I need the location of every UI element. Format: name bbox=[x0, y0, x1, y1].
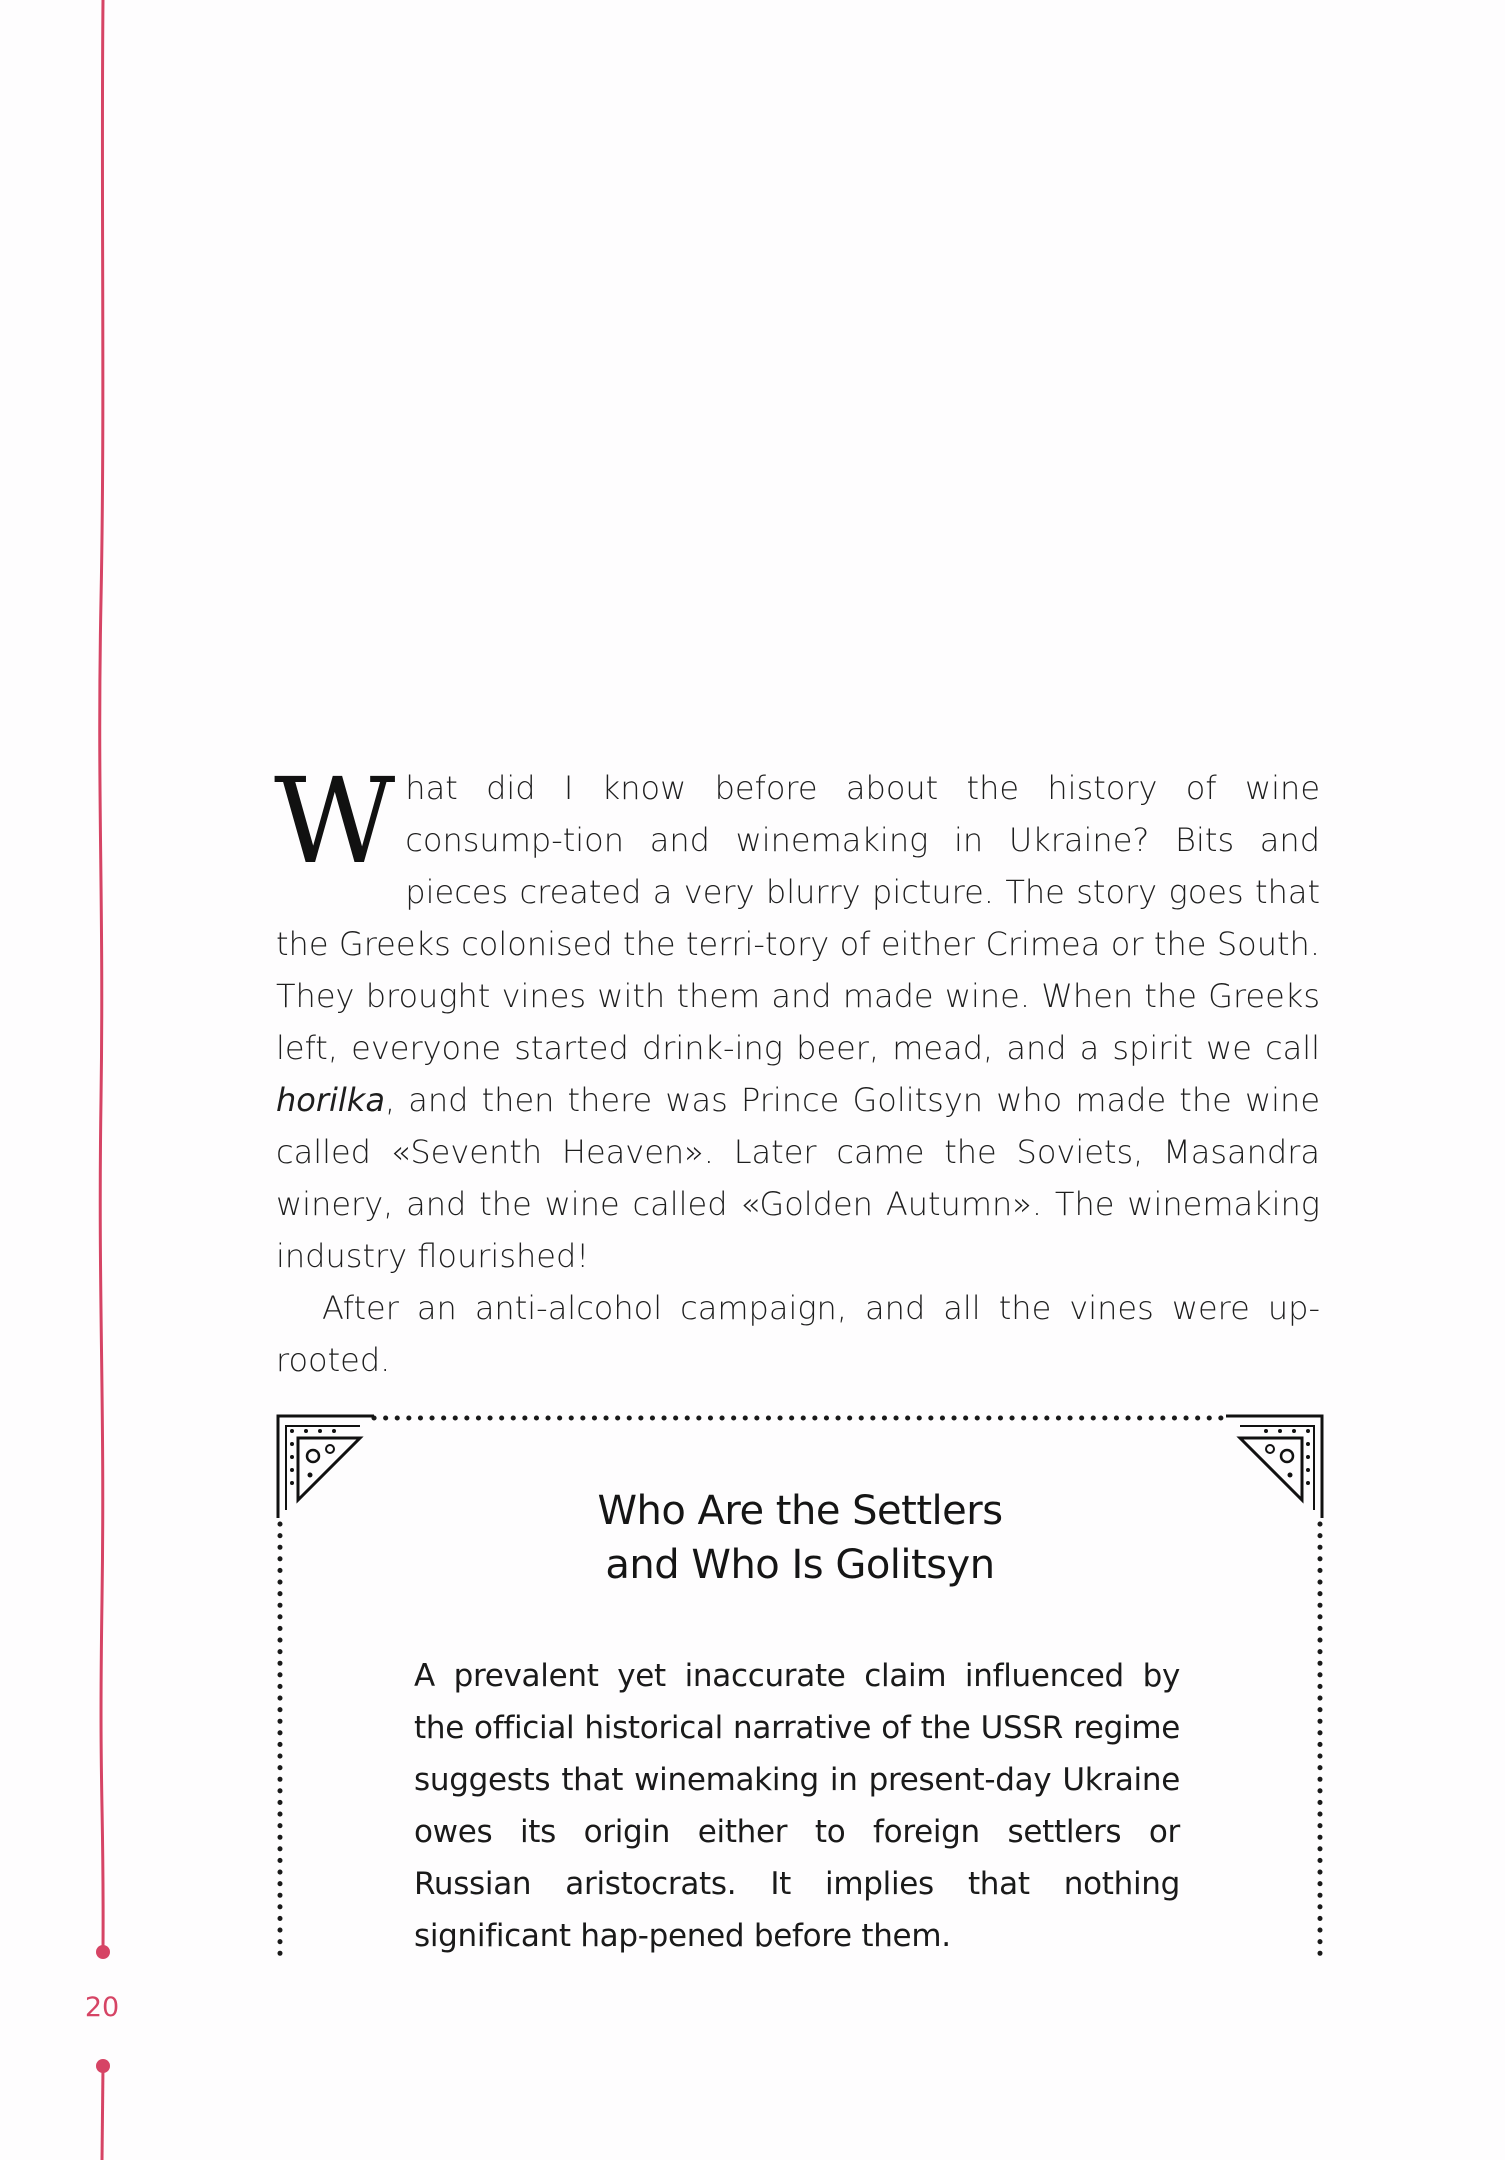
paragraph-1 bbox=[276, 718, 1320, 1282]
callout-title-line-1: Who Are the Settlers bbox=[597, 1488, 1003, 1534]
corner-ornament-right-icon bbox=[1226, 1416, 1322, 1518]
margin-line-decoration bbox=[0, 0, 140, 2160]
corner-ornament-left-icon bbox=[278, 1416, 374, 1518]
paragraph-1-text-end: , and then there was Prince Golitsyn who made the wine called «Seventh Heaven». Later came the Soviets, Masandra winery, and the wine called «Golden Autumn». The winemaking industry flourished! bbox=[276, 1081, 1320, 1275]
drop-cap: W bbox=[274, 752, 396, 890]
callout-title-line-2: and Who Is Golitsyn bbox=[605, 1542, 995, 1588]
page-number: 20 bbox=[84, 1992, 120, 2023]
paragraph-1-italic-word: horilka bbox=[276, 1081, 385, 1119]
paragraph-1-text: hat did I know before about the history of wine consump-tion and winemaking in Ukraine? Bits and pieces created a very blurry picture. The story goes that the Greeks colonised the terri-tory of either Crimea or the South. They brought vines with them and made wine. When the Greeks left, everyone started drink-ing beer, mead, and a spirit we call bbox=[276, 769, 1320, 1067]
callout-title bbox=[400, 1484, 1200, 1592]
paragraph-2: After an anti-alcohol campaign, and all the vines were up-rooted. bbox=[276, 1289, 1320, 1379]
main-text bbox=[276, 718, 1320, 1386]
callout-text: A prevalent yet inaccurate claim influenced by the official historical narrative of the USSR regime suggests that winemaking in present-day Ukraine owes its origin either to foreign settlers or Russian aristocrats. It implies that nothing significant hap-pened before them. bbox=[414, 1658, 1180, 1954]
